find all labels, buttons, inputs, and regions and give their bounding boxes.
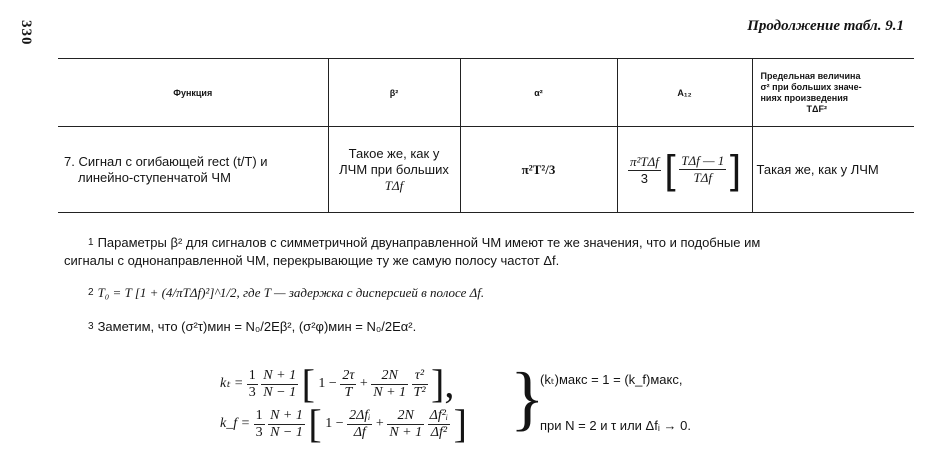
left-bracket: [ [664,147,676,192]
kt-plus: + [359,376,368,392]
kf-coef-1-num: 1 [255,407,263,423]
kf-term-1-den: Δf [353,424,366,440]
kf-term-3 [428,408,451,441]
footnote-1-line-1 [64,234,914,252]
kf-term-2-den: N + 1 [389,424,423,440]
footnote-2 [64,284,928,302]
cell-limit: Такая же, как у ЛЧМ [752,127,914,213]
kf-term-1 [347,408,372,441]
beta-line-2: ЛЧМ при больших [339,161,449,177]
table-row [58,127,914,213]
formula-kt [220,361,455,406]
beta-line-1: Такое же, как у [348,145,440,161]
kt-term-1 [340,368,356,401]
data-table [58,58,914,213]
header-alpha: α² [460,59,617,127]
cell-a12 [617,127,752,213]
kt-coef-1-num: 1 [248,367,256,383]
header-limit-line-1: Предельная величина [760,70,861,81]
right-brace: } [510,358,545,438]
header-limit-line-4: TΔF² [806,103,827,114]
header-limit-line-3: ниях произведения [760,92,849,103]
kf-term-1-num: 2Δfᵢ [349,407,371,423]
header-limit-line-2: σ² при больших значе- [760,81,862,92]
kf-right-bracket: ] [453,401,467,446]
kf-lhs: k_f = [220,416,251,432]
footnote-1 [64,234,914,270]
header-limit [752,59,914,127]
header-a12: A₁₂ [617,59,752,127]
header-function: Функция [58,59,328,127]
kt-term-1-den: T [344,384,353,400]
kt-left-bracket: [ [301,361,315,406]
right-bracket: ] [729,147,742,192]
header-beta: β² [328,59,460,127]
kt-term-3-num: τ² [412,368,428,385]
a12-outer-numerator: π²TΔf [629,153,659,169]
a12-outer-denominator: 3 [640,170,649,186]
kt-term-3 [412,368,428,401]
kt-term-2 [371,368,408,401]
kf-term-2 [387,408,424,441]
kf-coef-2 [268,408,305,441]
side-note-1: (kₜ)макс = 1 = (k_f)макс, [540,372,683,387]
cell-function [58,127,328,213]
footnote-3 [64,318,928,336]
kt-term-2-num: 2N [371,368,408,385]
a12-outer-fraction [628,154,661,186]
kf-coef-2-num: N + 1 [270,407,303,423]
kf-term-3-den: Δf² [430,424,448,440]
table-header-row [58,59,914,127]
side-note-2: при N = 2 и τ или Δfᵢ → 0. [540,418,691,433]
footnote-2-mark: 2 [88,287,94,298]
kt-one-minus: 1 − [318,376,337,392]
cell-beta [328,127,460,213]
beta-line-3: TΔf [384,177,404,193]
a12-inner-denominator: TΔf [693,170,712,185]
kf-term-2-num: 2N [387,408,424,425]
footnote-1-text: Параметры β² для сигналов с симметричной двунаправленной ЧМ имеют те же значения, что и подобные им [97,235,761,250]
kt-coef-2 [261,368,298,401]
a12-inner-fraction [679,153,726,186]
kf-coef-1 [254,408,265,441]
kt-coef-2-den: N − 1 [263,384,297,400]
kf-one-minus: 1 − [325,416,344,432]
page-number: 330 [18,20,34,46]
kt-lhs: kₜ = [220,376,244,392]
footnote-2-text: T₀ = T [1 + (4/πTΔf)²]^1/2, где T — задержка с дисперсией в полосе Δf. [97,285,485,300]
footnote-1-line-2: сигналы с однонаправленной ЧМ, перекрывающие ту же самую полосу частот Δf. [64,253,560,268]
footnote-1-mark: 1 [88,237,94,248]
kt-coef-2-num: N + 1 [263,367,297,383]
kt-coef-1-den: 3 [248,384,256,400]
formula-kf [220,401,467,446]
cell-alpha: π²T²/3 [460,127,617,213]
kt-term-3-den: T² [413,384,426,400]
function-line-1: 7. Сигнал с огибающей rect (t/T) и [64,153,268,169]
kf-plus: + [375,416,384,432]
kt-term-1-num: 2τ [342,367,355,383]
kt-term-2-den: N + 1 [373,384,407,400]
kf-term-3-num: Δf²ᵢ [429,407,449,423]
a12-inner-numerator: TΔf — 1 [681,153,725,168]
kf-left-bracket: [ [308,401,322,446]
kt-coef-1 [247,368,258,401]
footnote-3-text: Заметим, что (σ²τ)мин = N₀/2Eβ², (σ²φ)мин = N₀/2Eα². [97,319,417,334]
kf-coef-1-den: 3 [255,424,263,440]
footnote-3-mark: 3 [88,321,94,332]
kt-right-bracket: ], [431,361,455,406]
function-line-2: линейно-ступенчатой ЧМ [78,169,231,185]
kf-coef-2-den: N − 1 [270,424,303,440]
continuation-caption: Продолжение табл. 9.1 [747,18,904,34]
